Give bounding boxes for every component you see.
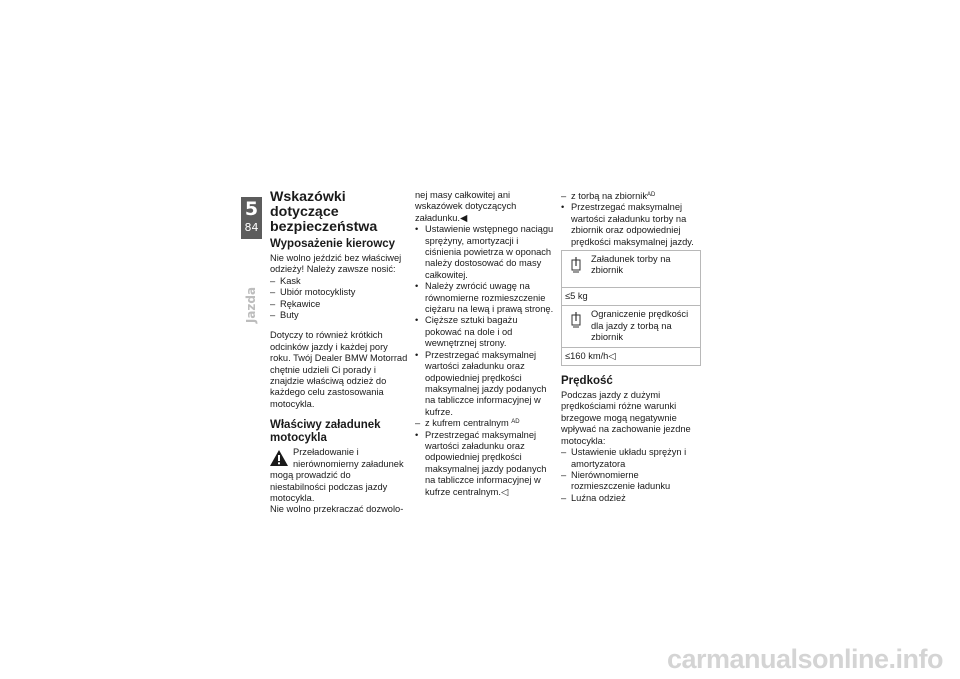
- spec-title: Załadunek torby na zbiornik: [591, 254, 671, 276]
- subheading-loading: Właściwy załadunek motocykla: [270, 419, 381, 445]
- spec-value: ≤5 kg: [565, 291, 588, 302]
- spec-table: [561, 306, 701, 366]
- spec-header-speed: [562, 306, 700, 347]
- loading-text-continued: nej masy całkowitej ani wskazówek dotyczących załadunku.◀: [415, 190, 517, 223]
- spec-header-load: [562, 251, 700, 288]
- list-item: • Przestrzegać maksymalnej wartości załadunku oraz odpowiedniej prędkości maksymalnej jazdy podanych na tabliczce informacyjnej w kufrze.: [415, 350, 555, 418]
- list-item: • Ustawienie wstępnego naciągu sprężyny, amortyzacji i ciśnienia powietrza w oponach należy dostosować do masy całkowitej.: [415, 224, 555, 281]
- page-number: 84: [244, 221, 259, 234]
- list-item: • Należy zwrócić uwagę na równomierne rozmieszczenie ciężaru na lewą i prawą stronę.: [415, 281, 555, 315]
- chapter-number: 5: [244, 198, 259, 220]
- option-code: AD: [646, 192, 656, 198]
- subheading-speed: Prędkość: [561, 375, 613, 388]
- tire-pressure-icon: [571, 257, 581, 273]
- list-item: – Rękawice: [270, 299, 408, 310]
- list-item: – Nierównomierne rozmieszczenie ładunku: [561, 470, 701, 493]
- warning-note: [270, 447, 408, 504]
- list-item: – Buty: [270, 310, 408, 321]
- list-item: – Kask: [270, 276, 408, 287]
- column-left: [270, 190, 408, 516]
- option-code: AD: [511, 419, 520, 426]
- equipment-paragraph: Dotyczy to również krótkich odcinków jazdy i każdej pory roku. Twój Dealer BMW Motorrad chętnie udzieli Ci porady i znajdzie właściwą odzież do każdego celu zastosowania motocykla.: [270, 330, 408, 409]
- subheading-rider-equipment: Wyposażenie kierowcy: [270, 238, 396, 250]
- speed-paragraph: Podczas jazdy z dużymi prędkościami różne warunki brzegowe mogą negatywnie wpływać na zachowanie jezdne motocykla:: [561, 390, 691, 446]
- chapter-marker: [241, 197, 262, 239]
- list-item: [561, 191, 701, 202]
- list-item: • Cięższe sztuki bagażu pokować na dole i od wewnętrznej strony.: [415, 315, 555, 349]
- list-item: • Przestrzegać maksymalnej wartości załadunku oraz odpowiedniej prędkości maksymalnej jazdy podanych na tabliczce informacyjnej w kufrze centralnym.◁: [415, 430, 555, 498]
- list-item: – Ustawienie układu sprężyn i amortyzatora: [561, 447, 701, 470]
- warning-triangle-icon: [270, 450, 288, 466]
- tire-pressure-icon: [571, 312, 581, 328]
- section-heading-safety: Wskazówki dotyczące bezpieczeństwa: [270, 189, 378, 235]
- column-middle: [415, 190, 555, 498]
- loading-text-start: Nie wolno przekraczać dozwolo-: [270, 504, 404, 515]
- option-top-case: z kufrem centralnym: [425, 418, 509, 429]
- column-right: [561, 191, 701, 504]
- spec-table: [561, 250, 701, 306]
- warning-text: Przeładowanie i nierównomierny załadunek mogą prowadzić do niestabilności podczas jazdy motocykla.: [270, 447, 404, 503]
- equipment-intro: Nie wolno jeździć bez właściwej odzieży! Należy zawsze nosić:: [270, 253, 402, 275]
- section-side-label: Jazda: [244, 286, 258, 324]
- list-item: [415, 418, 555, 429]
- spec-title: Ograniczenie prędkości dla jazdy z torbą na zbiornik: [591, 309, 689, 343]
- list-item: • Przestrzegać maksymalnej wartości załadunku torby na zbiornik oraz odpowiedniej prędkości maksymalnej jazdy.: [561, 202, 701, 248]
- spec-value: ≤160 km/h◁: [565, 350, 616, 361]
- watermark-footer: carmanualsonline.info: [666, 644, 943, 674]
- option-tank-bag: z torbą na zbiornik: [571, 191, 647, 201]
- list-item: – Ubiór motocyklisty: [270, 287, 408, 298]
- list-item: – Luźna odzież: [561, 493, 701, 504]
